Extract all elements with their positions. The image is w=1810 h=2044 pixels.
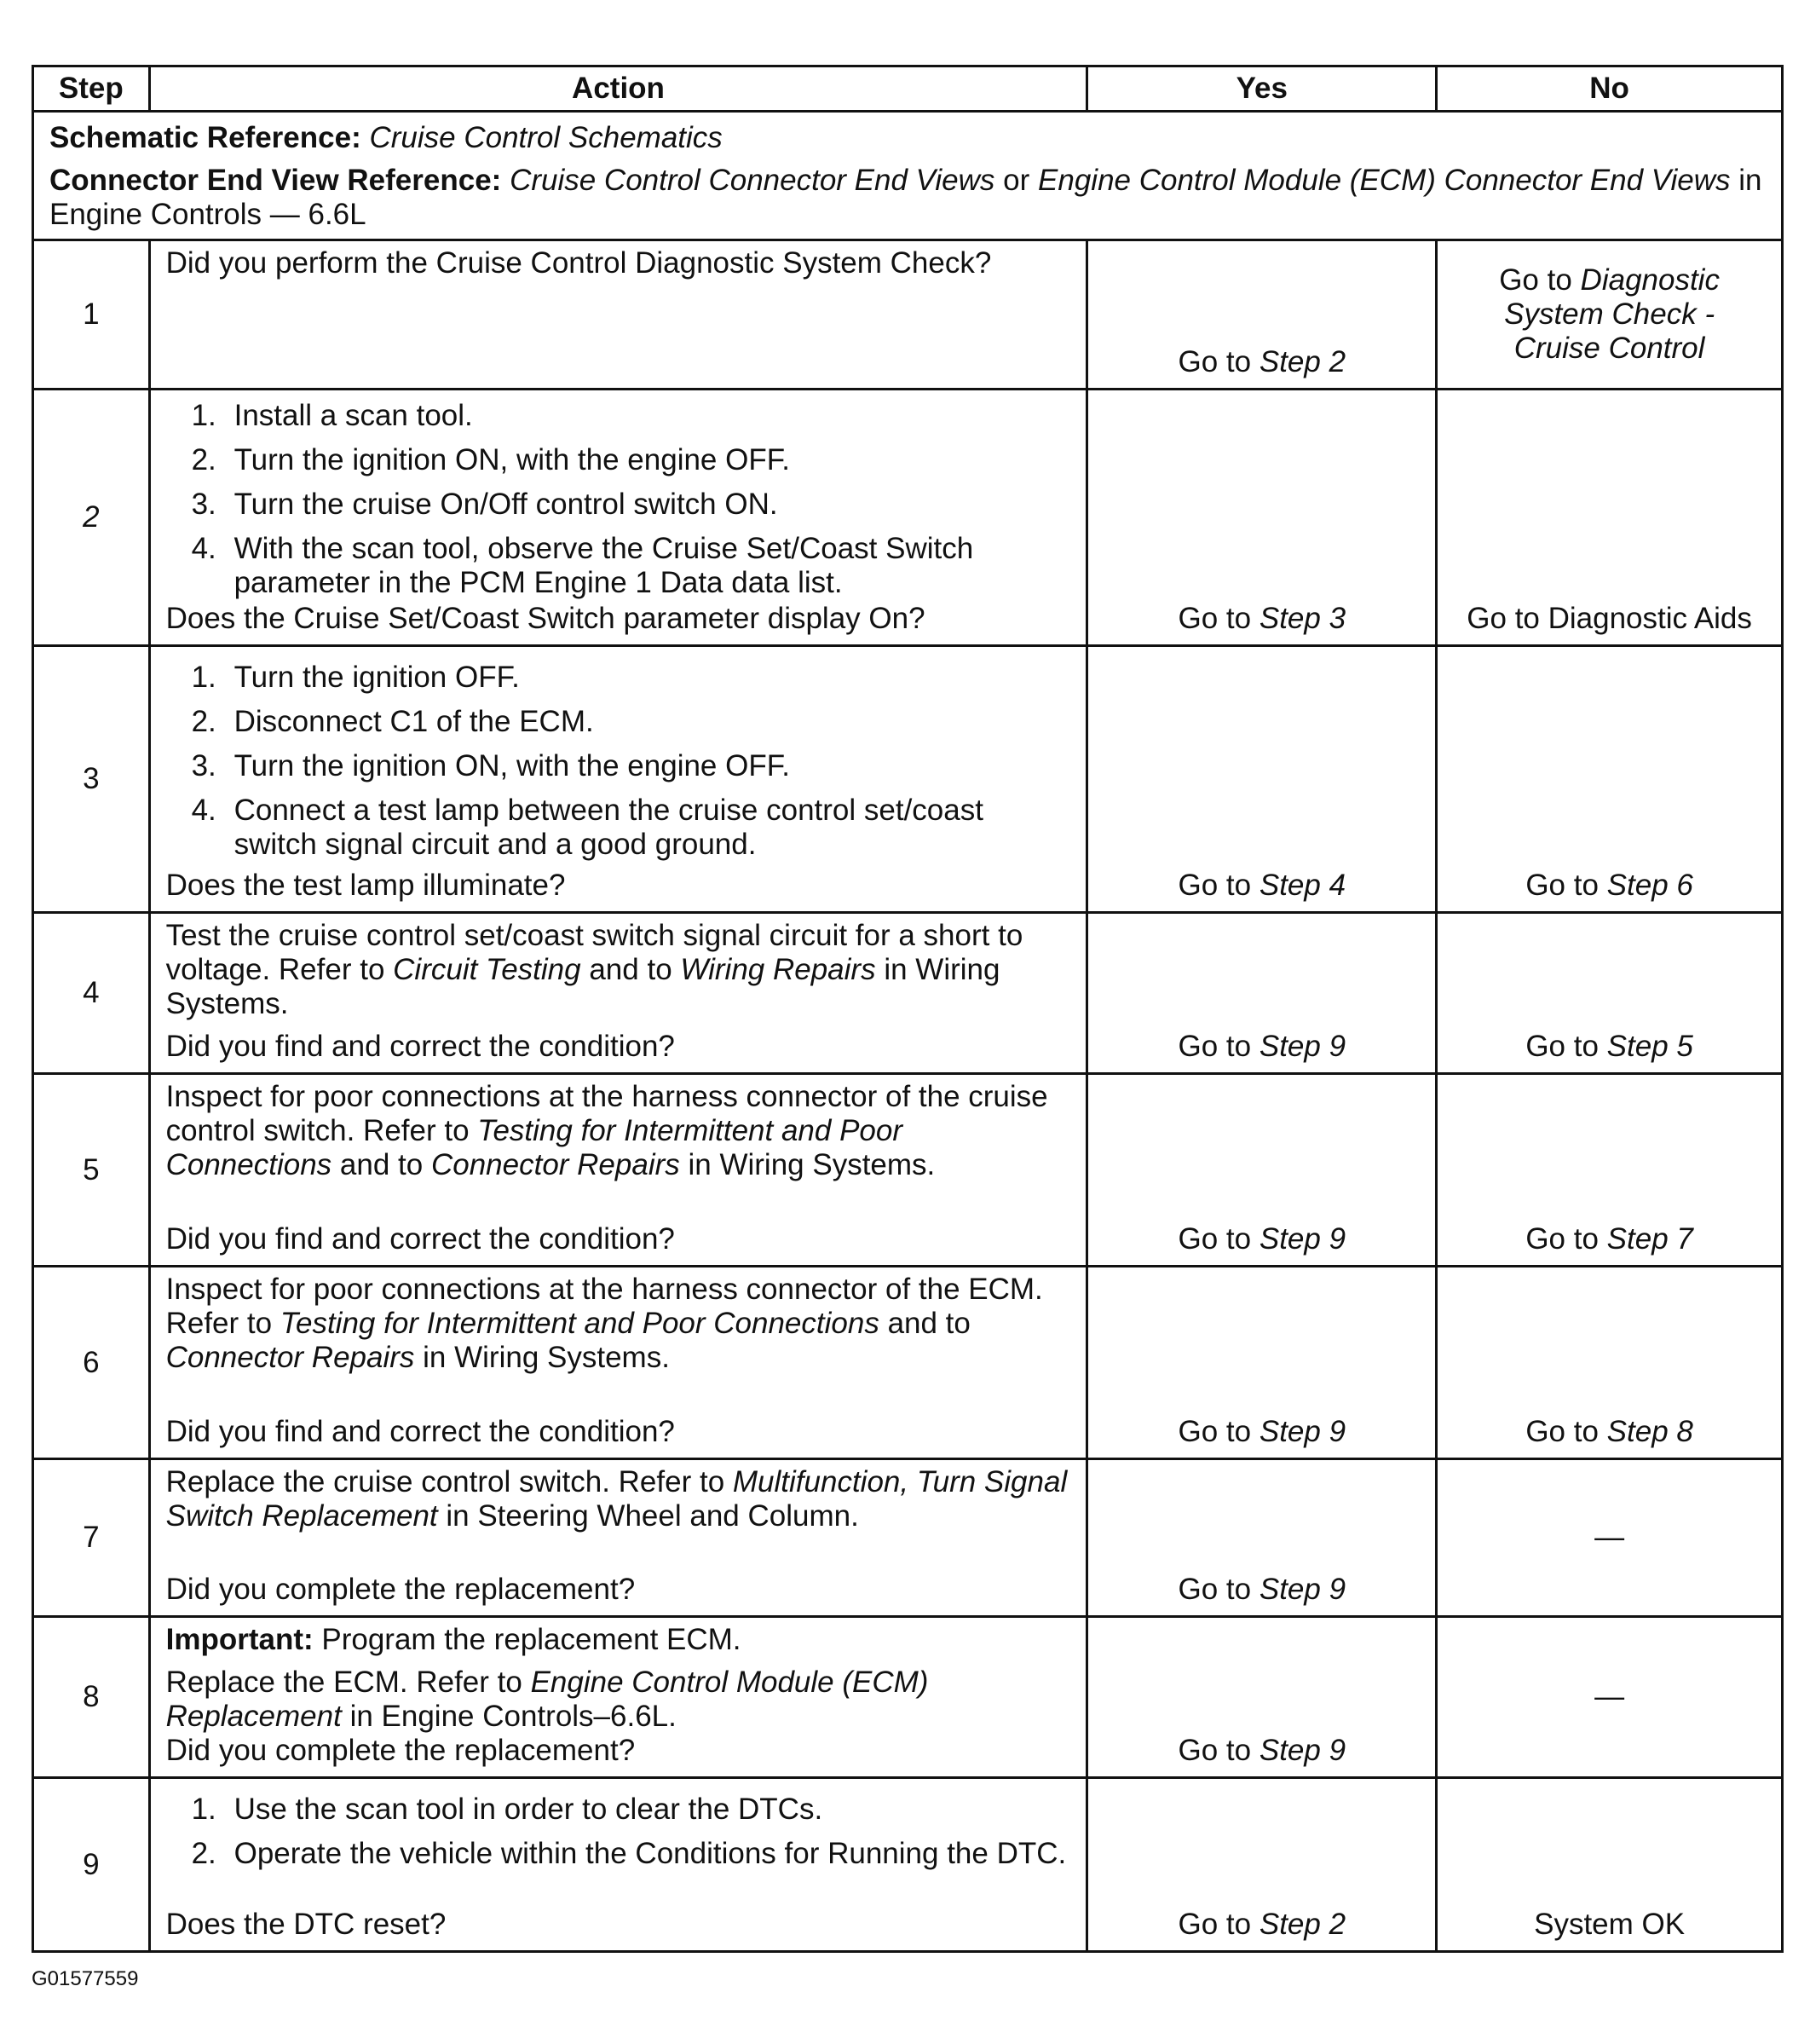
important-label: Important:: [165, 1623, 314, 1656]
step-yes: [1087, 1459, 1437, 1617]
step-row-8: [33, 1617, 1783, 1778]
no-dash: —: [1594, 1680, 1625, 1713]
important-note: [166, 1623, 1075, 1657]
schematic-reference-label: Schematic Reference:: [49, 121, 361, 154]
no-result: System OK: [1534, 1908, 1686, 1941]
instruction-item: 1. Turn the ignition OFF.: [191, 661, 520, 694]
reference-row: [33, 112, 1783, 240]
step-row-4: [33, 913, 1783, 1074]
step-action: [149, 1459, 1087, 1617]
no-goto[interactable]: Go to Diagnostic System Check - Cruise Control: [1499, 263, 1720, 365]
step-no: [1437, 1074, 1783, 1267]
step-yes: [1087, 240, 1437, 390]
connector-reference-label: Connector End View Reference:: [49, 164, 502, 197]
instruction-item: 1. Use the scan tool in order to clear the DTCs.: [191, 1793, 823, 1826]
step-no: [1437, 1778, 1783, 1952]
step-action: [149, 913, 1087, 1074]
step-number: 6: [33, 1267, 150, 1459]
step-yes: [1087, 646, 1437, 913]
step-no: [1437, 390, 1783, 646]
step-question: Does the test lamp illuminate?: [165, 869, 566, 902]
reference-link[interactable]: Wiring Repairs: [680, 953, 876, 986]
no-goto[interactable]: Go to Step 6: [1525, 869, 1693, 902]
step-number: 1: [33, 240, 150, 390]
step-yes: [1087, 390, 1437, 646]
step-instructions: [166, 661, 1075, 862]
instruction-item: 4. With the scan tool, observe the Cruise Set/Coast Switch parameter in the PCM Engine 1 Data data list.: [191, 532, 974, 599]
header-yes: Yes: [1087, 66, 1437, 112]
schematic-reference-link[interactable]: Cruise Control Schematics: [369, 121, 723, 154]
step-yes: [1087, 1617, 1437, 1778]
step-action: [149, 240, 1087, 390]
step-question: Did you perform the Cruise Control Diagnostic System Check?: [165, 246, 992, 280]
step-instructions: [166, 1793, 1075, 1871]
yes-goto[interactable]: Go to Step 2: [1178, 345, 1346, 378]
reference-link[interactable]: Circuit Testing: [393, 953, 581, 986]
instruction-item: 2. Disconnect C1 of the ECM.: [191, 705, 594, 738]
no-goto[interactable]: Go to Diagnostic Aids: [1467, 602, 1752, 635]
step-no: [1437, 1267, 1783, 1459]
step-question: Did you find and correct the condition?: [165, 1030, 675, 1063]
instruction-item: 3. Turn the ignition ON, with the engine OFF.: [191, 749, 790, 782]
important-text: Program the replacement ECM.: [321, 1623, 741, 1656]
step-number: 7: [33, 1459, 150, 1617]
step-row-9: [33, 1778, 1783, 1952]
step-text: Replace the cruise control switch. Refer to Multifunction, Turn Signal Switch Replacement in Steering Wheel and Column.: [165, 1465, 1068, 1533]
instruction-item: 2. Turn the ignition ON, with the engine OFF.: [191, 443, 790, 476]
header-action: Action: [149, 66, 1087, 112]
step-row-7: [33, 1459, 1783, 1617]
instruction-item: 1. Install a scan tool.: [191, 399, 473, 432]
no-dash: —: [1594, 1521, 1625, 1554]
step-instructions: [166, 399, 1075, 600]
connector-reference-or: or: [1003, 164, 1030, 197]
step-action: [149, 1617, 1087, 1778]
step-text: Test the cruise control set/coast switch signal circuit for a short to voltage. Refer to Circuit Testing and to Wiring Repairs in Wiring Systems.: [165, 919, 1023, 1020]
step-no: [1437, 913, 1783, 1074]
step-question: Did you complete the replacement?: [165, 1734, 636, 1767]
step-yes: [1087, 1074, 1437, 1267]
step-no: [1437, 646, 1783, 913]
step-text: Inspect for poor connections at the harness connector of the ECM. Refer to Testing for Intermittent and Poor Connections and to Connector Repairs in Wiring Systems.: [165, 1273, 1043, 1374]
step-action: [149, 1074, 1087, 1267]
step-number: 2: [33, 390, 150, 646]
step-number: 9: [33, 1778, 150, 1952]
reference-cell: [33, 112, 1783, 240]
yes-goto[interactable]: Go to Step 9: [1178, 1030, 1346, 1063]
step-question: Did you find and correct the condition?: [165, 1222, 675, 1256]
header-row: [33, 66, 1783, 112]
step-question: Did you complete the replacement?: [165, 1573, 636, 1606]
step-yes: [1087, 913, 1437, 1074]
connector-reference-link-2[interactable]: Engine Control Module (ECM) Connector End Views: [1038, 164, 1731, 197]
yes-goto[interactable]: Go to Step 3: [1178, 602, 1346, 635]
reference-link[interactable]: Testing for Intermittent and Poor Connections: [280, 1307, 879, 1340]
step-row-3: [33, 646, 1783, 913]
step-number: 3: [33, 646, 150, 913]
reference-link[interactable]: Connector Repairs: [165, 1341, 415, 1374]
step-yes: [1087, 1267, 1437, 1459]
reference-link[interactable]: Connector Repairs: [430, 1148, 680, 1181]
step-row-2: [33, 390, 1783, 646]
instruction-item: 3. Turn the cruise On/Off control switch ON.: [191, 488, 778, 521]
step-no: [1437, 240, 1783, 390]
step-no: [1437, 1617, 1783, 1778]
step-no: [1437, 1459, 1783, 1617]
step-action: [149, 646, 1087, 913]
yes-goto[interactable]: Go to Step 9: [1178, 1415, 1346, 1448]
step-row-6: [33, 1267, 1783, 1459]
connector-reference: [49, 164, 1766, 232]
yes-goto[interactable]: Go to Step 9: [1178, 1734, 1346, 1767]
step-number: 8: [33, 1617, 150, 1778]
reference-link[interactable]: Multifunction, Turn Signal Switch Replacement: [165, 1465, 1068, 1533]
yes-goto[interactable]: Go to Step 9: [1178, 1573, 1346, 1606]
yes-goto[interactable]: Go to Step 9: [1178, 1222, 1346, 1256]
no-goto[interactable]: Go to Step 7: [1525, 1222, 1693, 1256]
figure-id: G01577559: [32, 1967, 139, 1990]
yes-goto[interactable]: Go to Step 2: [1178, 1908, 1346, 1941]
header-no: No: [1437, 66, 1783, 112]
instruction-item: 4. Connect a test lamp between the cruise control set/coast switch signal circuit and a good ground.: [191, 794, 983, 861]
diagnostic-table: [32, 65, 1784, 1953]
no-goto[interactable]: Go to Step 8: [1525, 1415, 1693, 1448]
step-number: 5: [33, 1074, 150, 1267]
schematic-reference: [49, 121, 1766, 155]
yes-goto[interactable]: Go to Step 4: [1178, 869, 1346, 902]
step-action: [149, 1778, 1087, 1952]
header-step: Step: [33, 66, 150, 112]
no-goto[interactable]: Go to Step 5: [1525, 1030, 1693, 1063]
step-action: [149, 390, 1087, 646]
step-text: Replace the ECM. Refer to Engine Control Module (ECM) Replacement in Engine Controls–6.6L.: [165, 1666, 929, 1733]
step-question: Did you find and correct the condition?: [165, 1415, 675, 1448]
step-number: 4: [33, 913, 150, 1074]
connector-reference-tail: in Engine Controls — 6.6L: [49, 164, 1762, 231]
step-text: Inspect for poor connections at the harness connector of the cruise control switch. Refer to Testing for Intermittent and Poor Connections and to Connector Repairs in Wiring Systems.: [165, 1080, 1048, 1181]
step-yes: [1087, 1778, 1437, 1952]
step-action: [149, 1267, 1087, 1459]
reference-link[interactable]: Testing for Intermittent and Poor Connections: [165, 1114, 902, 1181]
step-row-1: [33, 240, 1783, 390]
step-question: Does the DTC reset?: [165, 1908, 447, 1941]
reference-link[interactable]: Engine Control Module (ECM) Replacement: [165, 1666, 929, 1733]
instruction-item: 2. Operate the vehicle within the Conditions for Running the DTC.: [191, 1837, 1067, 1870]
connector-reference-link-1[interactable]: Cruise Control Connector End Views: [510, 164, 995, 197]
step-question: Does the Cruise Set/Coast Switch parameter display On?: [165, 602, 925, 635]
step-row-5: [33, 1074, 1783, 1267]
